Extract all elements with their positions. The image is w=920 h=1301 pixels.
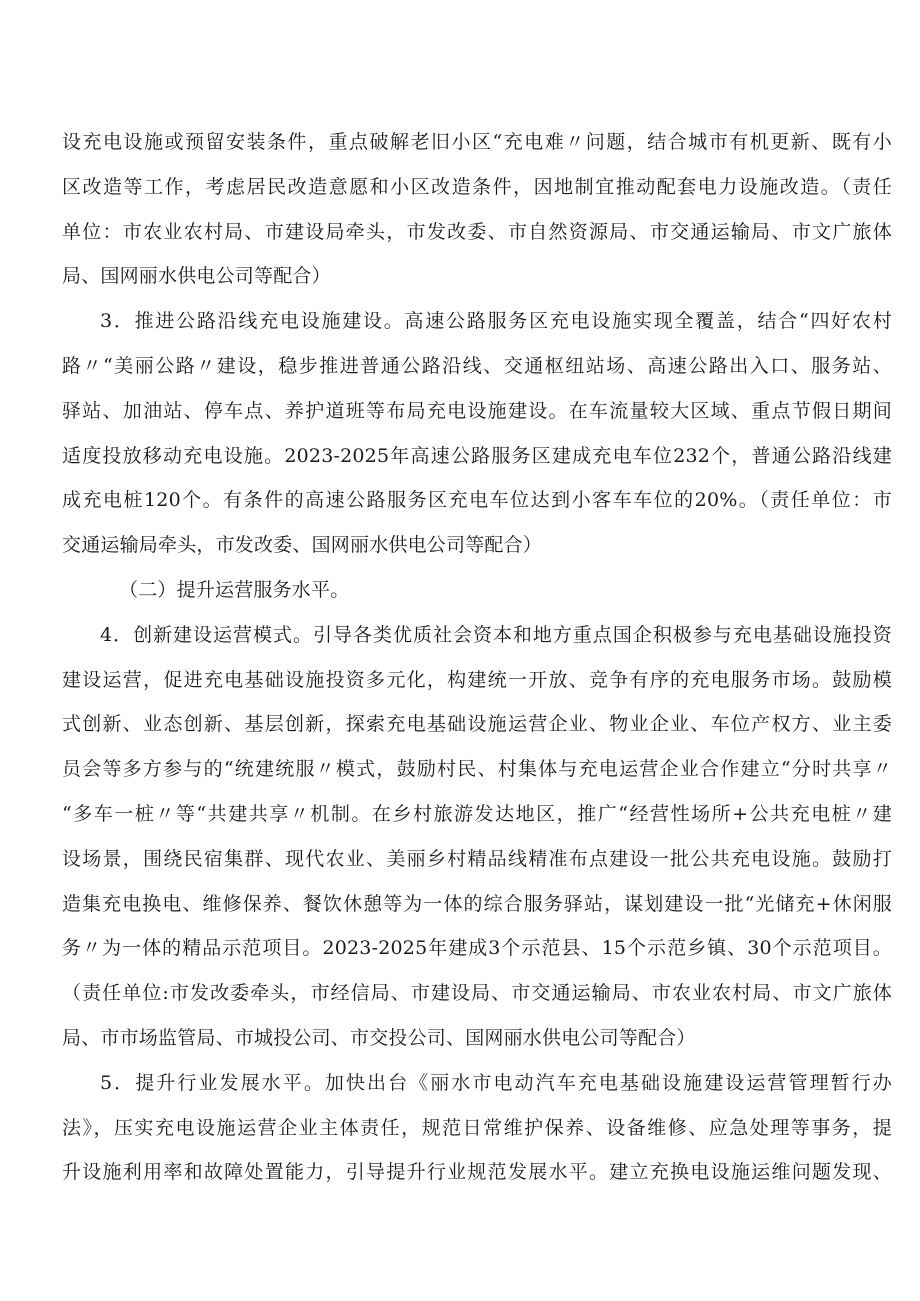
text-line: 造集充电换电、维修保养、餐饮休憩等为一体的综合服务驿站，谋划建设一批“光储充+休闲服	[62, 892, 892, 915]
text-line: 员会等多方参与的“统建统服〃模式，鼓励村民、村集体与充电运营企业合作建立“分时共享〃	[62, 758, 892, 781]
paragraph-4-first-line: 4．创新建设运营模式。引导各类优质社会资本和地方重点国企积极参与充电基础设施投资	[100, 623, 892, 646]
text-line: 局、市市场监管局、市城投公司、市交投公司、国网丽水供电公司等配合）	[62, 1026, 696, 1049]
text-line: 式创新、业态创新、基层创新，探索充电基础设施运营企业、物业企业、车位产权方、业主委	[62, 713, 892, 736]
text-line: 单位：市农业农村局、市建设局牵头，市发改委、市自然资源局、市交通运输局、市文广旅体	[62, 220, 892, 243]
text-line: “多车一桩〃等“共建共享〃机制。在乡村旅游发达地区，推广“经营性场所+公共充电桩〃建	[62, 802, 892, 825]
text-line: 务〃为一体的精品示范项目。2023-2025年建成3个示范县、15个示范乡镇、30个示范项目。	[62, 937, 892, 960]
text-line: 设充电设施或预留安装条件，重点破解老旧小区“充电难〃问题，结合城市有机更新、既有小	[62, 131, 892, 153]
text-line: 驿站、加油站、停车点、养护道班等布局充电设施建设。在车流量较大区域、重点节假日期间	[62, 399, 892, 422]
text-line: 成充电桩120个。有条件的高速公路服务区充电车位达到小客车车位的20%。（责任单位：市	[62, 489, 892, 512]
text-line: 路〃“美丽公路〃建设，稳步推进普通公路沿线、交通枢纽站场、高速公路出入口、服务站、	[62, 354, 892, 377]
text-line: 交通运输局牵头，市发改委、国网丽水供电公司等配合）	[62, 534, 543, 557]
section-heading: （二）提升运营服务水平。	[119, 578, 350, 601]
paragraph-3-first-line: 3．推进公路沿线充电设施建设。高速公路服务区充电设施实现全覆盖，结合“四好农村	[100, 310, 892, 333]
text-line: 局、国网丽水供电公司等配合）	[62, 265, 331, 288]
text-line: 升设施利用率和故障处置能力，引导提升行业规范发展水平。建立充换电设施运维问题发现、	[62, 1161, 892, 1184]
text-line: 法》，压实充电设施运营企业主体责任，规范日常维护保养、设备维修、应急处理等事务，提	[62, 1116, 892, 1139]
text-line: （责任单位:市发改委牵头，市经信局、市建设局、市交通运输局、市农业农村局、市文广旅体	[62, 982, 892, 1005]
text-line: 区改造等工作，考虑居民改造意愿和小区改造条件，因地制宜推动配套电力设施改造。（责任	[62, 175, 892, 198]
text-line: 适度投放移动充电设施。2023-2025年高速公路服务区建成充电车位232个，普通公路沿线建	[62, 444, 892, 467]
text-line: 设场景，围绕民宿集群、现代农业、美丽乡村精品线精准布点建设一批公共充电设施。鼓励打	[62, 847, 892, 870]
paragraph-5-first-line: 5．提升行业发展水平。加快出台《丽水市电动汽车充电基础设施建设运营管理暂行办	[100, 1071, 892, 1094]
text-line: 建设运营，促进充电基础设施投资多元化，构建统一开放、竞争有序的充电服务市场。鼓励模	[62, 668, 892, 691]
document-body	[62, 120, 892, 1195]
